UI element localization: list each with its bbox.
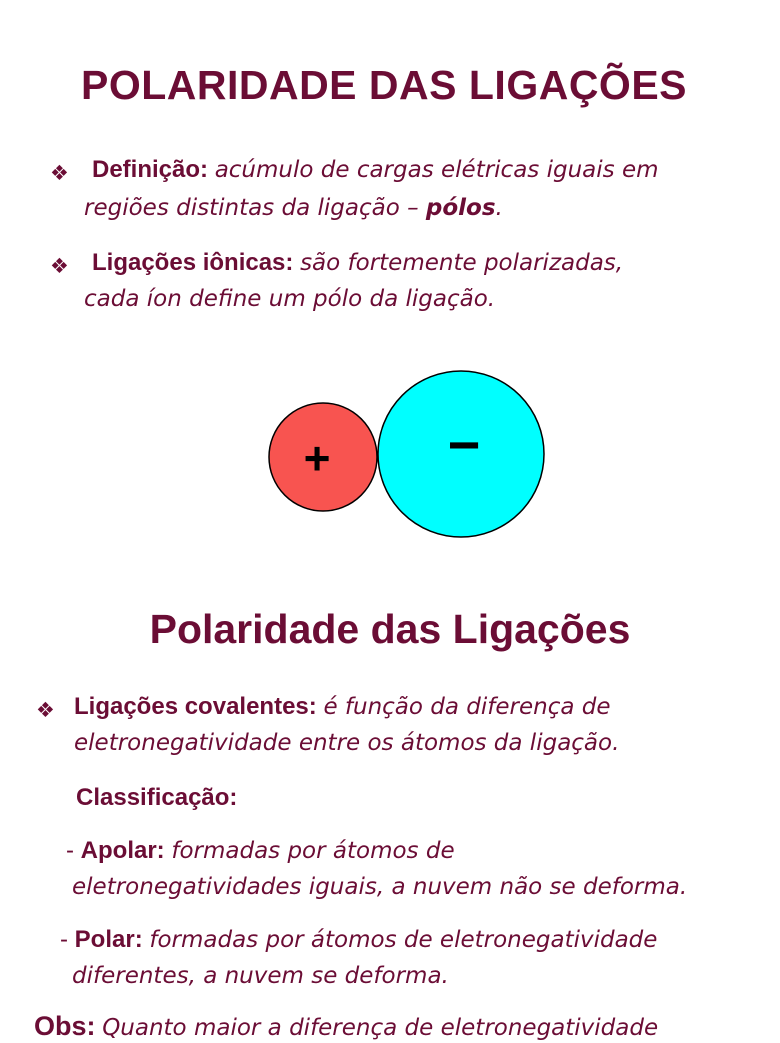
ionic-line-2	[84, 285, 495, 314]
apolar-text-2: eletronegatividades iguais, a nuvem não se deforma.	[72, 874, 688, 900]
section-title: Polaridade das Ligações	[149, 606, 631, 652]
obs-label: Obs:	[34, 1011, 96, 1041]
covalent-text-2: eletronegatividade entre os átomos da ligação.	[74, 730, 620, 756]
apolar-text-1: formadas por átomos de	[171, 838, 455, 864]
definition-line-2	[84, 194, 503, 223]
definition-label: Definição:	[92, 156, 209, 183]
definition-period: .	[495, 195, 503, 221]
classification-heading	[76, 784, 237, 813]
bullet-icon: ❖	[50, 255, 69, 278]
covalent-text-1: é função da diferença de	[323, 694, 611, 720]
bullet-icon: ❖	[36, 699, 55, 722]
definition-poles: pólos	[425, 195, 496, 221]
plus-sign: +	[303, 432, 331, 484]
ionic-bond-diagram	[0, 360, 768, 550]
definition-line-1	[92, 156, 659, 185]
obs-line	[34, 1010, 658, 1043]
apolar-line-1	[66, 837, 455, 866]
ionic-label: Ligações iônicas:	[92, 249, 294, 276]
polar-text-1: formadas por átomos de eletronegatividade	[149, 927, 658, 953]
polar-text-2: diferentes, a nuvem se deforma.	[72, 963, 449, 989]
polar-label: Polar:	[74, 926, 143, 953]
definition-text-1: acúmulo de cargas elétricas iguais em	[214, 157, 659, 183]
obs-text: Quanto maior a diferença de eletronegatividade	[102, 1015, 659, 1041]
minus-sign: −	[447, 413, 481, 476]
ionic-line-1	[92, 249, 623, 278]
bullet-icon: ❖	[50, 162, 69, 185]
page-title: POLARIDADE DAS LIGAÇÕES	[80, 62, 688, 108]
covalent-label: Ligações covalentes:	[74, 693, 317, 720]
polar-line-1	[60, 926, 657, 955]
covalent-line-2	[74, 729, 619, 758]
ionic-text-1: são fortemente polarizadas,	[300, 250, 624, 276]
definition-text-2: regiões distintas da ligação –	[84, 195, 426, 221]
apolar-line-2	[72, 873, 687, 902]
covalent-line-1	[74, 693, 611, 722]
classification-label: Classificação:	[76, 784, 238, 811]
apolar-label: Apolar:	[80, 837, 165, 864]
polar-dash: -	[60, 926, 75, 953]
polar-line-2	[72, 962, 449, 991]
ionic-text-2: cada íon define um pólo da ligação.	[84, 286, 496, 312]
apolar-dash: -	[66, 837, 81, 864]
